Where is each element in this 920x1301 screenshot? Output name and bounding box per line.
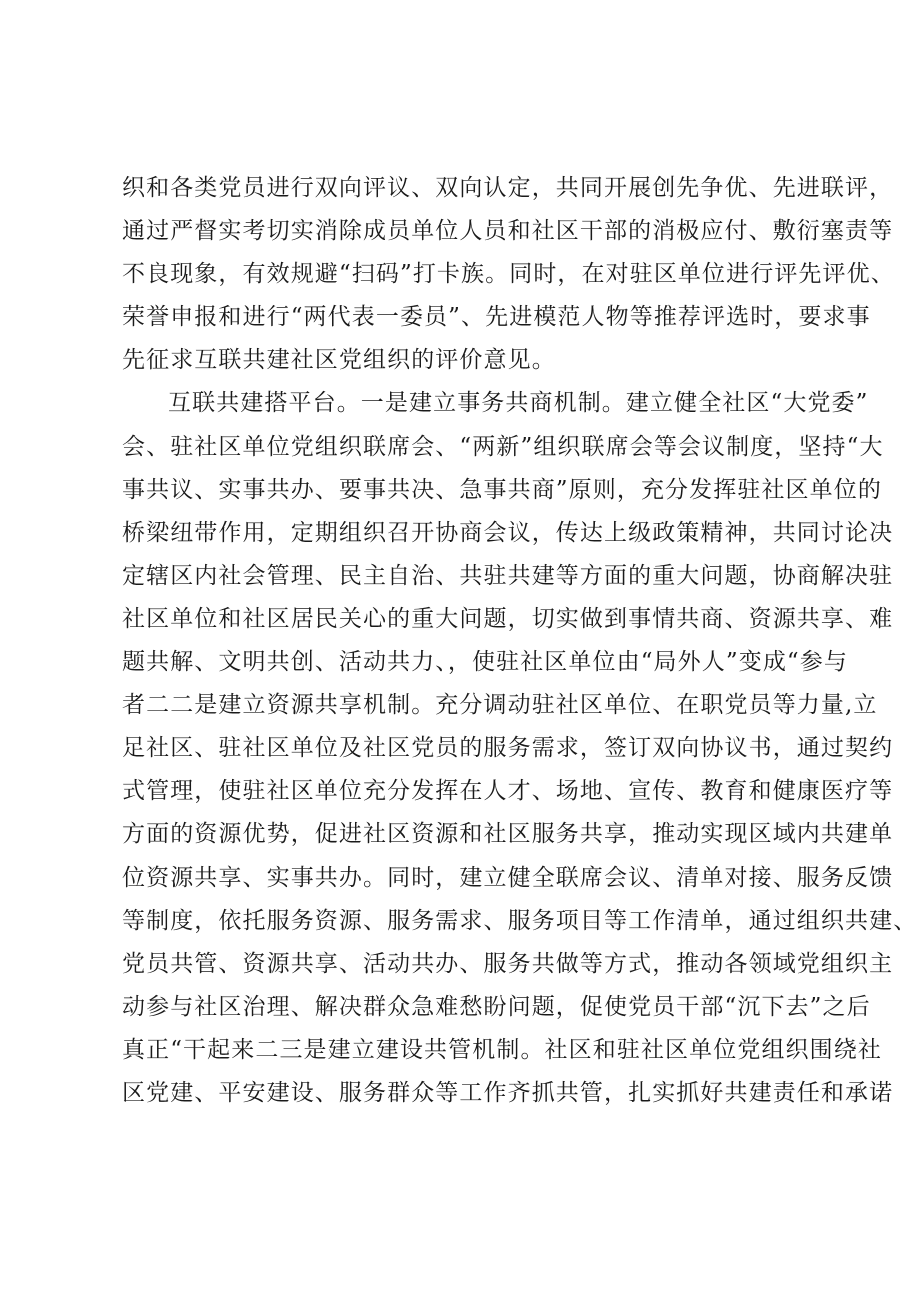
text-line: 等制度，依托服务资源、服务需求、服务项目等工作清单，通过组织共建、 [122, 907, 918, 934]
text-line: 题共解、文明共创、活动共力、，使驻社区单位由“局外人”变成“参与 [122, 649, 848, 676]
text-line: 荣誉申报和进行“两代表一委员”、先进模范人物等推荐评选时，要求事 [122, 304, 871, 331]
text-line: 党员共管、资源共享、活动共办、服务共做等方式，推动各领域党组织主 [122, 950, 894, 977]
text-line: 织和各类党员进行双向评议、双向认定，共同开展创先争优、先进联评， [122, 175, 894, 201]
text-line: 方面的资源优势，促进社区资源和社区服务共享，推动实现区域内共建单 [122, 821, 894, 848]
text-line: 区党建、平安建设、服务群众等工作齐抓共管，扎实抓好共建责任和承诺 [122, 1079, 894, 1106]
text-line: 定辖区内社会管理、民主自治、共驻共建等方面的重大问题，协商解决驻 [122, 562, 894, 589]
text-line: 位资源共享、实事共办。同时，建立健全联席会议、清单对接、服务反馈 [122, 864, 894, 891]
text-line: 事共议、实事共办、要事共决、急事共商”原则，充分发挥驻社区单位的 [122, 476, 882, 503]
text-line: 不良现象，有效规避“扫码”打卡族。同时，在对驻区单位进行评先评优、 [122, 261, 895, 288]
body-text [122, 167, 918, 1115]
text-line: 桥梁纽带作用，定期组织召开协商会议，传达上级政策精神，共同讨论决 [122, 519, 894, 546]
text-line: 通过严督实考切实消除成员单位人员和社区干部的消极应付、敷衍塞责等 [122, 218, 894, 245]
text-line: 先征求互联共建社区党组织的评价意见。 [122, 347, 556, 374]
text-line: 动参与社区治理、解决群众急难愁盼问题，促使党员干部“沉下去”之后 [122, 993, 871, 1020]
text-line: 足社区、驻社区单位及社区党员的服务需求，签订双向协议书，通过契约 [122, 735, 894, 762]
text-line: 式管理，使驻社区单位充分发挥在人才、场地、宣传、教育和健康医疗等 [122, 778, 894, 805]
paragraph-first-line: 互联共建搭平台。一是建立事务共商机制。建立健全社区“大党委” [168, 390, 869, 417]
text-line: 社区单位和社区居民关心的重大问题，切实做到事情共商、资源共享、难 [122, 605, 894, 632]
text-line: 真正“干起来二三是建立建设共管机制。社区和驻社区单位党组织围绕社 [122, 1036, 882, 1063]
text-line: 会、驻社区单位党组织联席会、“两新”组织联席会等会议制度，坚持“大 [122, 433, 884, 460]
text-line: 者二二是建立资源共享机制。充分调动驻社区单位、在职党员等力量,立 [122, 692, 878, 719]
